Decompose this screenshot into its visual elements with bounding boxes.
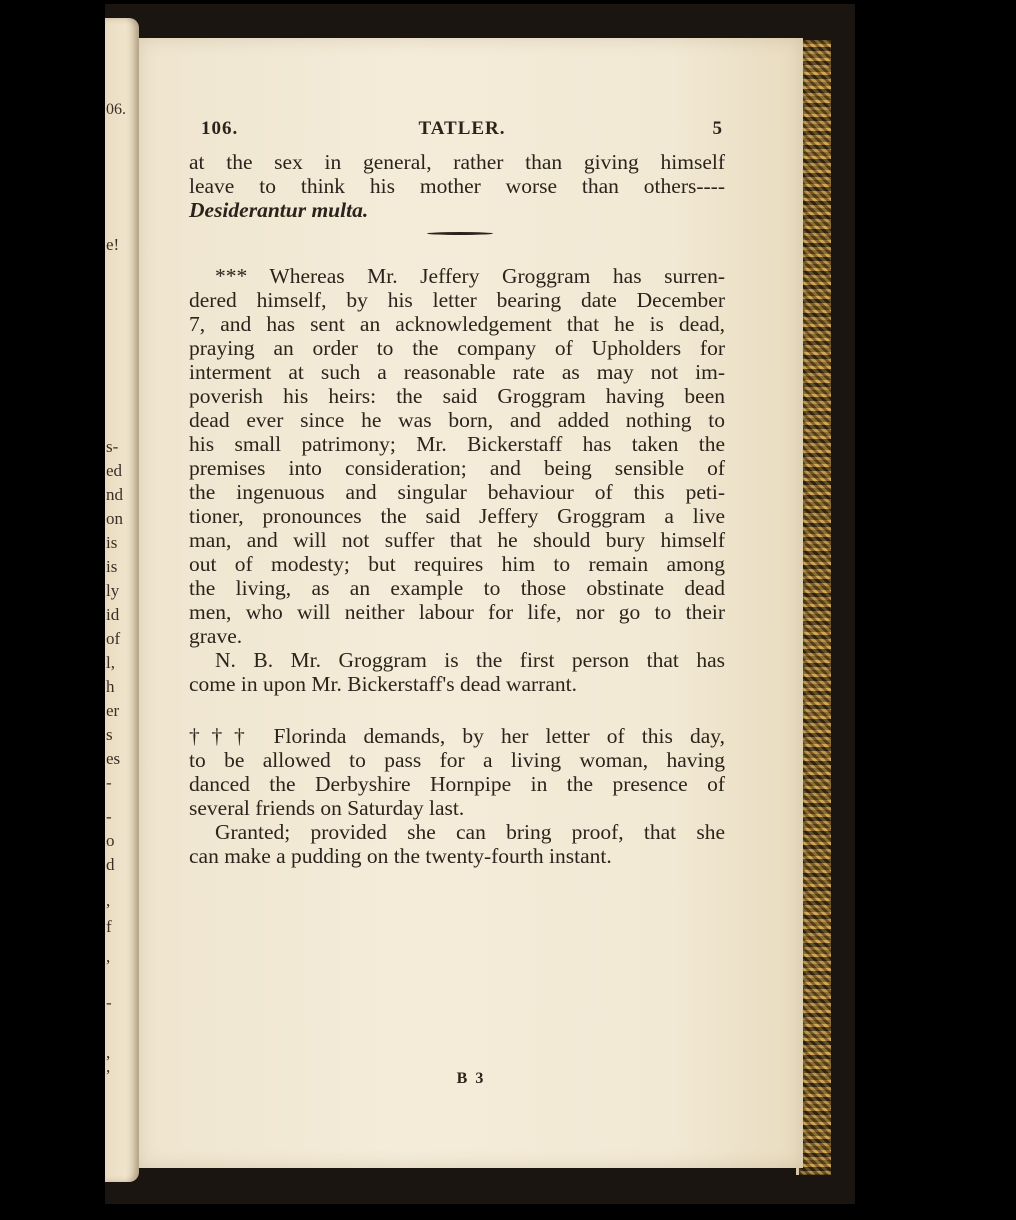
text-line: out of modesty; but requires him to remain among	[189, 552, 725, 576]
fragment: is	[106, 533, 118, 552]
fragment: er	[106, 701, 120, 720]
text-line: dead ever since he was born, and added nothing to	[189, 408, 725, 432]
text-line: the ingenuous and singular behaviour of this peti-	[189, 480, 725, 504]
fragment: 06.	[106, 101, 126, 118]
fragment: s-	[106, 437, 119, 456]
fragment: ed	[106, 461, 123, 480]
groggram-notice	[189, 264, 725, 696]
text-line: poverish his heirs: the said Groggram having been	[189, 384, 725, 408]
fragment: ,	[106, 1057, 111, 1076]
fragment: -	[106, 993, 112, 1012]
fragment: ,	[106, 891, 111, 910]
text-line: 7, and has sent an acknowledgement that he is dead,	[189, 312, 725, 336]
text-line: several friends on Saturday last.	[189, 796, 465, 820]
issue-number: 106.	[201, 118, 239, 139]
fragment: l,	[106, 653, 115, 672]
fragment: h	[106, 677, 115, 696]
text-line: grave.	[189, 624, 243, 648]
text-line: his small patrimony; Mr. Bickerstaff has taken the	[189, 432, 725, 456]
text-line: danced the Derbyshire Hornpipe in the presence of	[189, 772, 725, 796]
page-number: 5	[712, 118, 723, 139]
fragment: nd	[106, 485, 123, 504]
fragment: f	[106, 917, 112, 936]
text-line: Granted; provided she can bring proof, that she	[215, 820, 725, 844]
book-page	[139, 38, 803, 1168]
text-line: praying an order to the company of Upholders for	[189, 336, 725, 360]
fragment: e!	[106, 235, 120, 254]
text-line: premises into consideration; and being sensible of	[189, 456, 725, 480]
text-line: *** Whereas Mr. Jeffery Groggram has surren-	[215, 264, 725, 288]
fragment: -	[106, 773, 112, 792]
running-head	[201, 118, 723, 140]
running-title: TATLER.	[418, 118, 506, 139]
text-line: come in upon Mr. Bickerstaff's dead warrant.	[189, 672, 577, 696]
text-line: N. B. Mr. Groggram is the first person that has	[215, 648, 725, 672]
text-line: men, who will neither labour for life, nor go to their	[189, 600, 725, 624]
text-line: interment at such a reasonable rate as may not im-	[189, 360, 725, 384]
fragment: ,	[106, 1043, 111, 1062]
fragment: on	[106, 509, 123, 528]
text-line: tioner, pronounces the said Jeffery Groggram a live	[189, 504, 725, 528]
fragment: -	[106, 807, 112, 826]
fragment: d	[106, 855, 115, 874]
text-line: ††† Florinda demands, by her letter of this day,	[189, 724, 725, 748]
facing-page-edge	[105, 18, 139, 1182]
florinda-notice	[189, 724, 725, 868]
text-line: to be allowed to pass for a living woman, having	[189, 748, 725, 772]
text-line: can make a pudding on the twenty-fourth instant.	[189, 844, 612, 868]
fragment: ,	[106, 947, 111, 966]
text-line: dered himself, by his letter bearing date December	[189, 288, 725, 312]
latin-phrase: Desiderantur multa.	[189, 198, 369, 222]
section-divider	[427, 232, 493, 235]
fragment: o	[106, 831, 115, 850]
fragment: es	[106, 749, 121, 768]
fragment: id	[106, 605, 120, 624]
fragment: s	[106, 725, 113, 744]
fragment: ly	[106, 581, 120, 600]
text-line: at the sex in general, rather than giving himself	[189, 150, 725, 174]
text-line: man, and will not suffer that he should bury himself	[189, 528, 725, 552]
text-line: leave to think his mother worse than others----	[189, 174, 725, 198]
text-line: the living, as an example to those obstinate dead	[189, 576, 725, 600]
signature-mark: B 3	[456, 1070, 486, 1087]
fragment: of	[106, 629, 121, 648]
paragraph-continuation	[189, 150, 725, 222]
fragment: is	[106, 557, 118, 576]
